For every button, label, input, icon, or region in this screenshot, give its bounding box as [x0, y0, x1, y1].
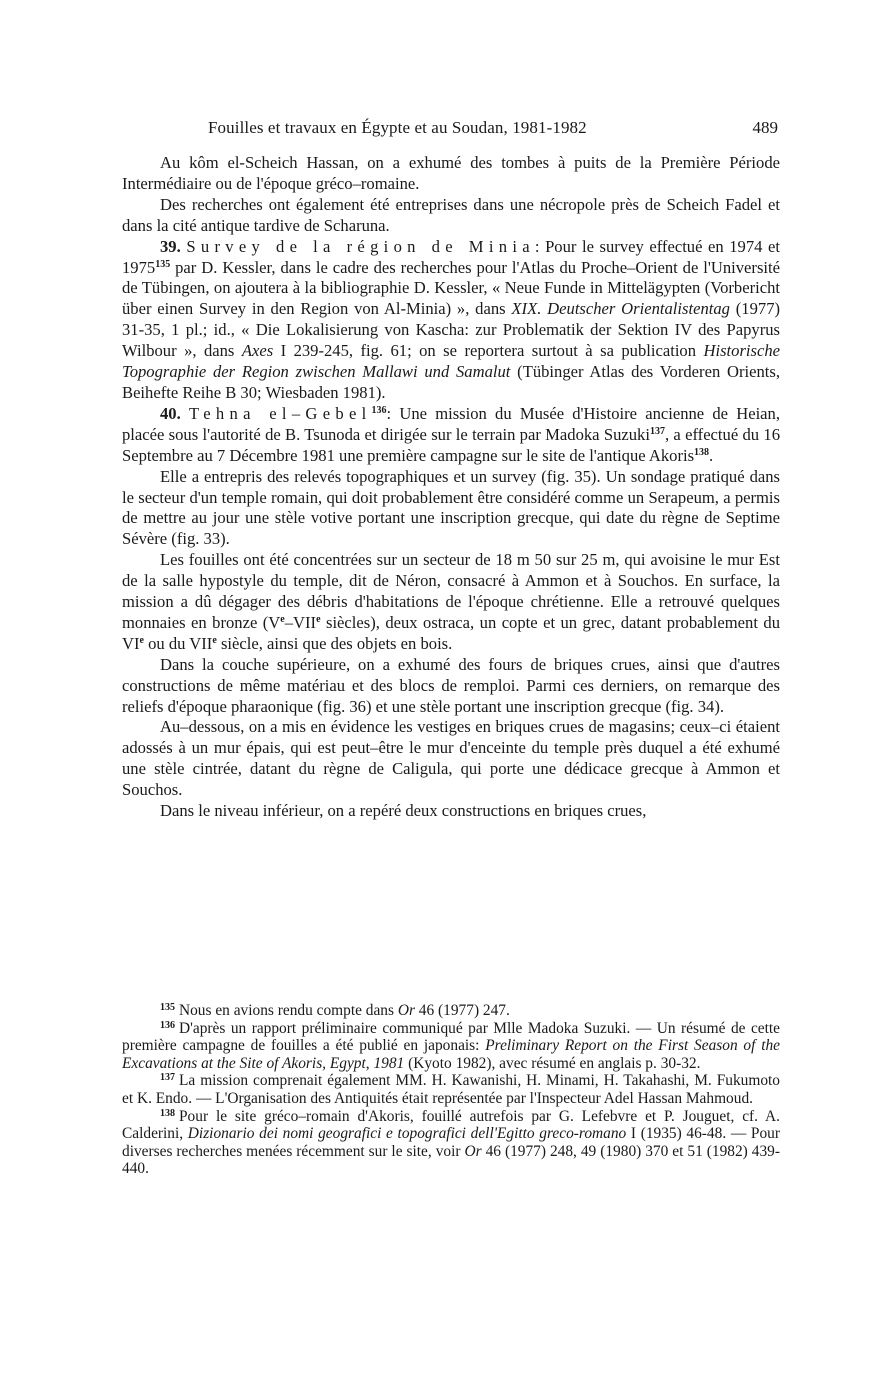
paragraph-fouilles: Les fouilles ont été concentrées sur un secteur de 18 m 50 sur 25 m, qui avoisine le mur Est de la salle hypostyle du temple, dit de Néron, consacré à Ammon et à Souchos. En surface, la mission a dû dégager des débris d'habitations de l'époque chrétienne. Elle a retrouvé quelques monnaies en bronze (Ve–VIIe siècles), deux ostraca, un copte et un grec, datant probablement du VIe ou du VIIe siècle, ainsi que des objets en bois. [122, 550, 780, 653]
page-number: 489 [752, 118, 778, 137]
section-40-paragraph: 40. Tehna el–Gebel$^{136}$: Une mission du Musée d'Histoire ancienne de Heian, placée sous l'autorité de B. Tsunoda et dirigée sur le terrain par Madoka Suzuki$^{137}$, a effectué du 16 Septembre au 7 Décembre 1981 une première campagne sur le site de l'antique Akoris$^{138}$. [122, 403, 780, 465]
footnote-135: $^{135}$ Nous en avions rendu compte dans Or 46 (1977) 247. [160, 1002, 510, 1019]
footnote-number: 138 [160, 1107, 175, 1119]
paragraph-couche-superieure: Dans la couche supérieure, on a exhumé des fours de briques crues, ainsi que d'autres constructions de même matériau et des blocs de remploi. Parmi ces derniers, on remarque des reliefs d'époque pharaonique (fig. 36) et une stèle portant une inscription grecque (fig. 34). [122, 654, 780, 716]
running-head [160, 118, 778, 140]
footnote-ref: 137 [649, 425, 665, 437]
italic-title: Axes [241, 341, 274, 361]
section-39-paragraph: 39. Survey de la région de Minia: Pour le survey effectué en 1974 et 1975$^{135}$ par D. Kessler, dans le cadre des recherches pour l'Atlas du Proche–Orient de l'Université de Tübingen, on ajoutera à la bibliographie D. Kessler, « Neue Funde in Mittelägypten (Vorbericht über einen Survey in den Region von Al-Minia) », dans XIX. Deutscher Orientalistentag (1977) 31-35, 1 pl.; id., « Die Lokalisierung von Kascha: zur Problematik der Sektion IV des Papyrus Wilbour », dans Axes I 239-245, fig. 61; on se reportera surtout à sa publication Historische Topographie der Region zwischen Mallawi und Samalut (Tübinger Atlas des Vorderen Orients, Beihefte Reihe B 30; Wiesbaden 1981). [122, 236, 781, 402]
footnote-number: 136 [160, 1019, 175, 1031]
italic-title: Historische Topographie der Region zwischen Mallawi und Samalut [122, 341, 780, 382]
section-number: 39. [160, 236, 181, 256]
footnote-136: $^{136}$ D'après un rapport préliminaire communiqué par Mlle Madoka Suzuki. — Un résumé de cette première campagne de fouilles a été publié en japonais: Preliminary Report on the First Season of the Excavations at the Site of Akoris, Egypt, 1981 (Kyoto 1982), avec résumé en anglais p. 30-32. [122, 1019, 781, 1072]
section-heading: Tehna el–Gebel [188, 403, 372, 423]
section-number: 40. [160, 403, 181, 423]
paragraph-scheich-fadel: Des recherches ont également été entreprises dans une nécropole près de Scheich Fadel et dans la cité antique tardive de Scharuna. [122, 194, 780, 235]
footnote-137: $^{137}$ La mission comprenait également MM. H. Kawanishi, H. Minami, H. Takahashi, M. Fukumoto et K. Endo. — L'Organisation des Antiquités était représentée par l'Inspecteur Adel Hassan Mahmoud. [122, 1072, 780, 1107]
footnote-ref: 138 [694, 446, 710, 458]
section-heading: Survey de la région de Minia [186, 236, 535, 256]
footnote-number: 135 [160, 1002, 175, 1013]
footnotes [122, 1002, 780, 1178]
running-title: Fouilles et travaux en Égypte et au Soudan, 1981-1982 [208, 118, 587, 137]
paragraph-releves: Elle a entrepris des relevés topographiques et un survey (fig. 35). Un sondage pratiqué dans le secteur d'un temple romain, qui doit probablement être considéré comme un Serapeum, a permis de mettre au jour une stèle votive portant une inscription grecque, qui date du règne de Septime Sévère (fig. 33). [122, 466, 780, 549]
main-text [122, 153, 780, 822]
paragraph-kom-el-scheich-hassan: Au kôm el-Scheich Hassan, on a exhumé des tombes à puits de la Première Période Intermédiaire ou de l'époque gréco–romaine. [122, 153, 780, 193]
footnote-138: $^{138}$ Pour le site gréco–romain d'Akoris, fouillé autrefois par G. Lefebvre et P. Jouguet, cf. A. Calderini, Dizionario dei nomi geografici e topografici dell'Egitto greco-romano I (1935) 46-48. — Pour diverses recherches menées récemment sur le site, voir Or 46 (1977) 248, 49 (1980) 370 et 51 (1982) 439-440. [122, 1107, 780, 1178]
footnote-ref: 136 [371, 404, 387, 416]
italic-title: XIX. Deutscher Orientalistentag [511, 299, 730, 319]
footnote-ref: 135 [155, 258, 171, 270]
footnote-number: 137 [160, 1072, 175, 1084]
paragraph-niveau-inferieur: Dans le niveau inférieur, on a repéré deux constructions en briques crues, [160, 801, 647, 821]
paragraph-au-dessous: Au–dessous, on a mis en évidence les vestiges en briques crues de magasins; ceux–ci étaient adossés à un mur épais, qui est peut–être le mur d'enceinte du temple près duquel a été exhumé une stèle cintrée, datant du règne de Caligula, qui porte une dédicace grecque à Ammon et Souchos. [122, 717, 780, 800]
